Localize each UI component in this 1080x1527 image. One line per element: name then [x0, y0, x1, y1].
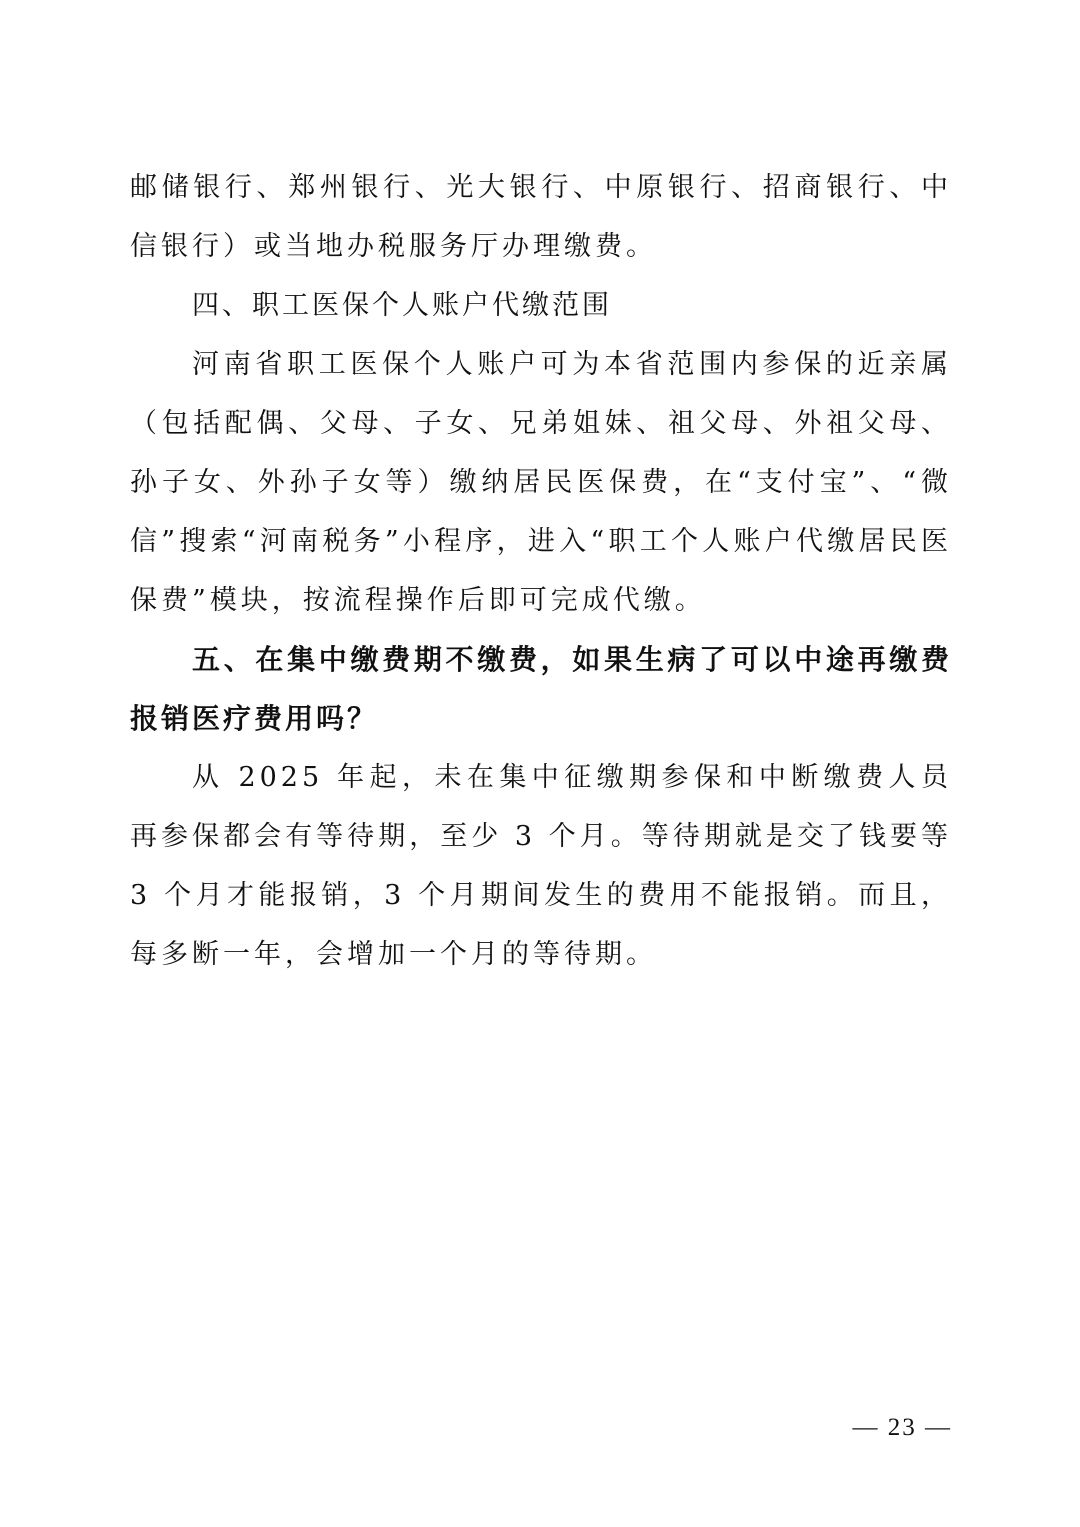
section-heading-5: 五、在集中缴费期不缴费，如果生病了可以中途再缴费报销医疗费用吗？	[130, 643, 952, 735]
section-heading-4: 四、职工医保个人账户代缴范围	[192, 290, 612, 321]
paragraph-proxy-payment: 河南省职工医保个人账户可为本省范围内参保的近亲属（包括配偶、父母、子女、兄弟姐妹、祖父母、外祖父母、孙子女、外孙子女等）缴纳居民医保费，在“支付宝”、“微信”搜索“河南税务”小程序，进入“职工个人账户代缴居民医保费”模块，按流程操作后即可完成代缴。	[130, 349, 952, 616]
page-number: — 23 —	[852, 1414, 952, 1441]
document-body	[130, 158, 952, 984]
paragraph-bank-list: 邮储银行、郑州银行、光大银行、中原银行、招商银行、中信银行）或当地办税服务厅办理缴费。	[130, 172, 952, 262]
paragraph-waiting-period: 从 2025 年起，未在集中征缴期参保和中断缴费人员再参保都会有等待期，至少 3 个月。等待期就是交了钱要等 3 个月才能报销，3 个月期间发生的费用不能报销。而且，每多断一年，会增加一个月的等待期。	[130, 762, 952, 970]
